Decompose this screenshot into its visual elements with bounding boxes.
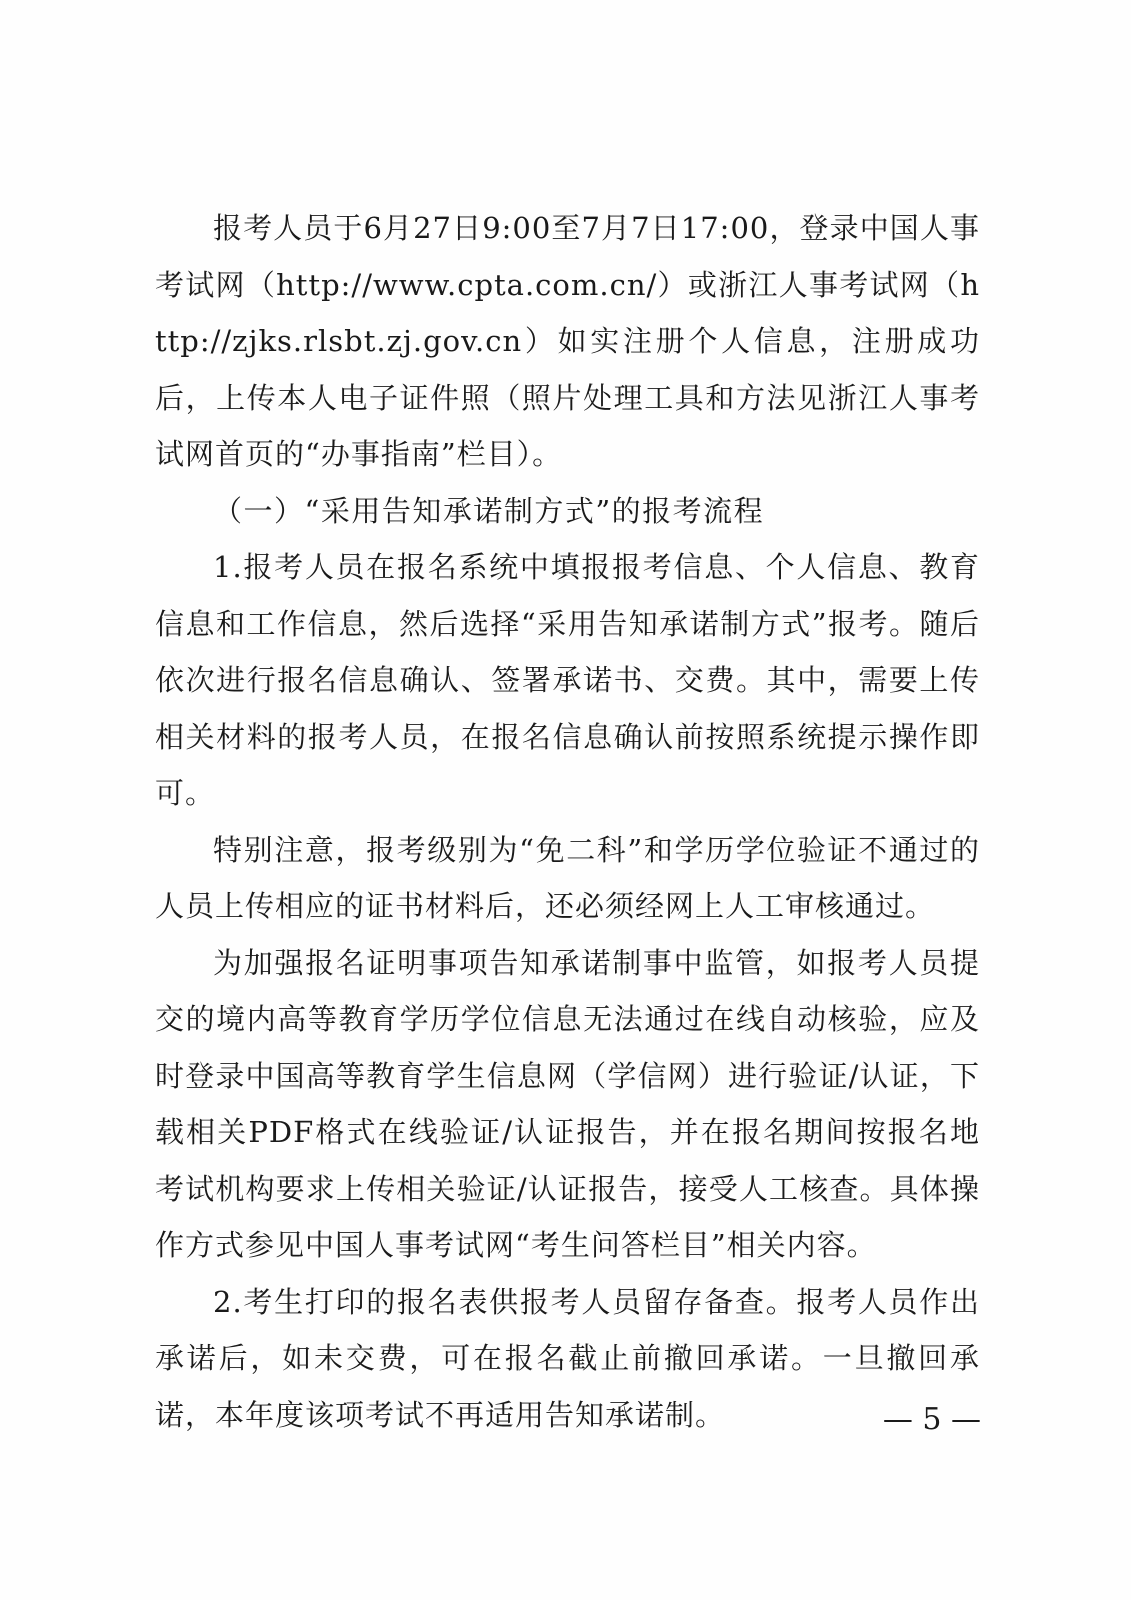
paragraph-supervision: 为加强报名证明事项告知承诺制事中监管，如报考人员提交的境内高等教育学历学位信息无法通过在线自动核验，应及时登录中国高等教育学生信息网（学信网）进行验证/认证，下载相关PDF格式在线验证/认证报告，并在报名期间按报名地考试机构要求上传相关验证/认证报告，接受人工核查。具体操作方式参见中国人事考试网“考生问答栏目”相关内容。 xyxy=(155,945,980,1262)
paragraph-step-1: 1.报考人员在报名系统中填报报考信息、个人信息、教育信息和工作信息，然后选择“采用告知承诺制方式”报考。随后依次进行报名信息确认、签署承诺书、交费。其中，需要上传相关材料的报考人员，在报名信息确认前按照系统提示操作即可。 xyxy=(155,550,980,810)
page-number: — 5 — xyxy=(882,1402,981,1437)
paragraph-registration: 报考人员于6月27日9:00至7月7日17:00，登录中国人事考试网（http://www.cpta.com.cn/）或浙江人事考试网（http://zjks.rlsbt.zj.gov.cn）如实注册个人信息，注册成功后，上传本人电子证件照（照片处理工具和方法见浙江人事考试网首页的“办事指南”栏目）。 xyxy=(155,211,980,471)
document-body xyxy=(155,200,980,1443)
paragraph-step-2: 2.考生打印的报名表供报考人员留存备查。报考人员作出承诺后，如未交费，可在报名截止前撤回承诺。一旦撤回承诺，本年度该项考试不再适用告知承诺制。 xyxy=(155,1284,980,1432)
section-heading: （一）“采用告知承诺制方式”的报考流程 xyxy=(213,493,765,528)
paragraph-special-note: 特别注意，报考级别为“免二科”和学历学位验证不通过的人员上传相应的证书材料后，还必须经网上人工审核通过。 xyxy=(155,832,980,923)
